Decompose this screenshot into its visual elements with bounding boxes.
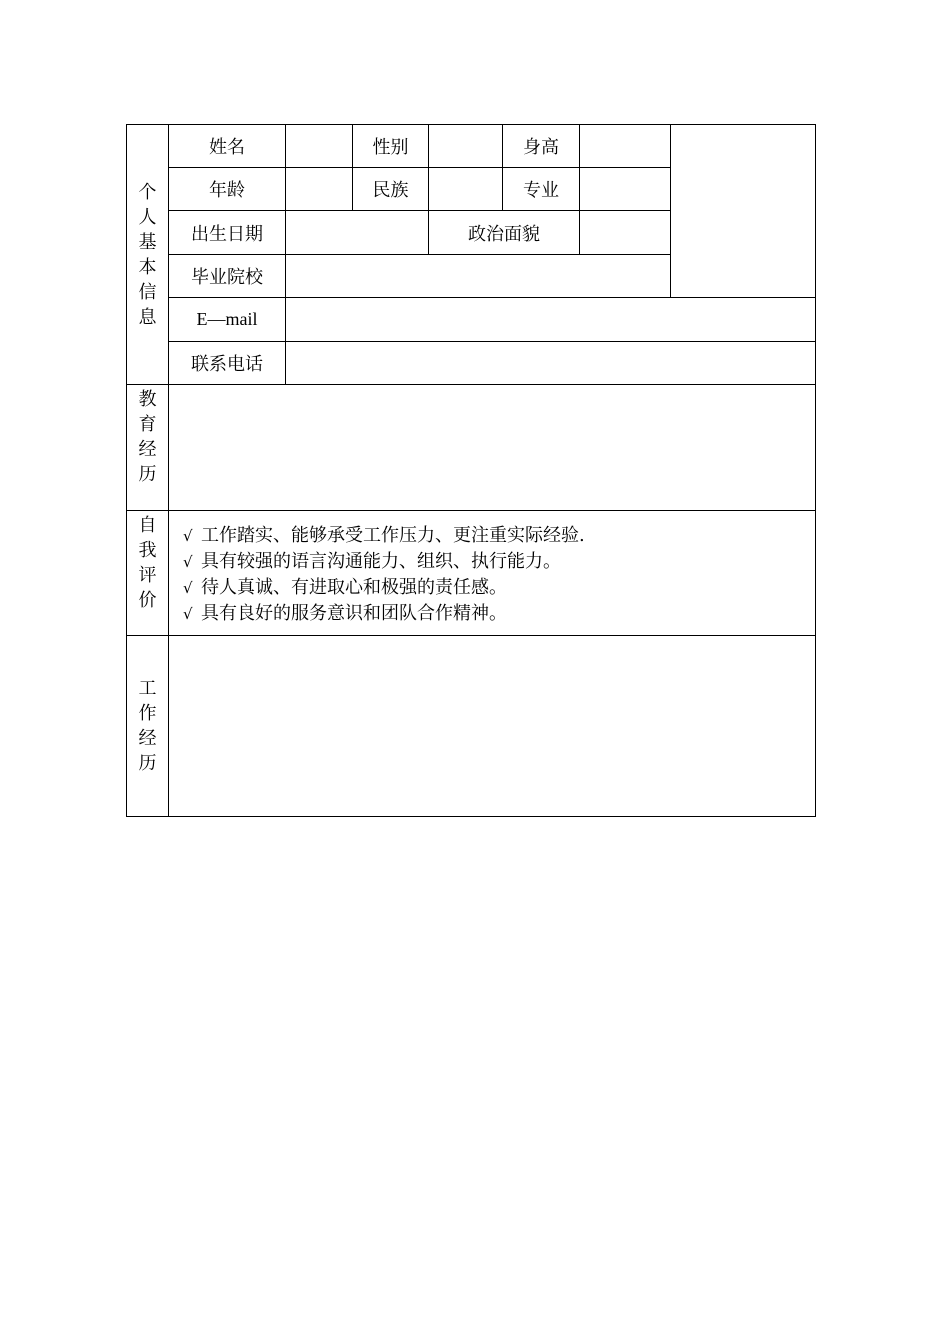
check-icon: √: [183, 579, 193, 597]
self-evaluation-item: [183, 523, 815, 549]
self-evaluation-text: 待人真诚、有进取心和极强的责任感。: [201, 577, 507, 598]
check-icon: √: [183, 605, 193, 623]
value-age[interactable]: [286, 168, 353, 211]
label-political-status: 政治面貌: [429, 211, 580, 255]
self-evaluation-text: 工作踏实、能够承受工作压力、更注重实际经验.: [201, 525, 585, 546]
value-major[interactable]: [580, 168, 671, 211]
check-icon: √: [183, 527, 193, 545]
section-label-education: 教育经历: [138, 389, 157, 485]
self-evaluation-item: [183, 575, 815, 601]
value-ethnicity[interactable]: [429, 168, 503, 211]
label-email: E—mail: [169, 298, 286, 342]
resume-table: [126, 124, 816, 817]
section-label-self-evaluation: 自我评价: [138, 515, 157, 611]
self-evaluation-text: 具有较强的语言沟通能力、组织、执行能力。: [201, 551, 561, 572]
photo-cell[interactable]: [671, 125, 816, 298]
self-evaluation-item: [183, 549, 815, 575]
label-name: 姓名: [169, 125, 286, 168]
value-school[interactable]: [286, 255, 671, 298]
check-icon: √: [183, 553, 193, 571]
value-education[interactable]: [169, 385, 816, 511]
value-name[interactable]: [286, 125, 353, 168]
self-evaluation-list: [169, 511, 815, 627]
value-political-status[interactable]: [580, 211, 671, 255]
section-personal-info: [127, 125, 169, 385]
value-self-evaluation[interactable]: [169, 511, 816, 636]
label-age: 年龄: [169, 168, 286, 211]
section-work-experience: [127, 636, 169, 817]
section-self-evaluation: [127, 511, 169, 636]
value-work-experience[interactable]: [169, 636, 816, 817]
value-height[interactable]: [580, 125, 671, 168]
value-birth-date[interactable]: [286, 211, 429, 255]
label-phone: 联系电话: [169, 342, 286, 385]
label-ethnicity: 民族: [353, 168, 429, 211]
section-education: [127, 385, 169, 511]
section-label-personal-info: 个人基本信息: [138, 181, 157, 328]
label-gender: 性别: [353, 125, 429, 168]
self-evaluation-item: [183, 601, 815, 627]
label-birth-date: 出生日期: [169, 211, 286, 255]
section-label-work-experience: 工作经历: [138, 678, 157, 774]
label-major: 专业: [503, 168, 580, 211]
value-gender[interactable]: [429, 125, 503, 168]
value-phone[interactable]: [286, 342, 816, 385]
label-school: 毕业院校: [169, 255, 286, 298]
label-height: 身高: [503, 125, 580, 168]
value-email[interactable]: [286, 298, 816, 342]
self-evaluation-text: 具有良好的服务意识和团队合作精神。: [201, 603, 507, 624]
